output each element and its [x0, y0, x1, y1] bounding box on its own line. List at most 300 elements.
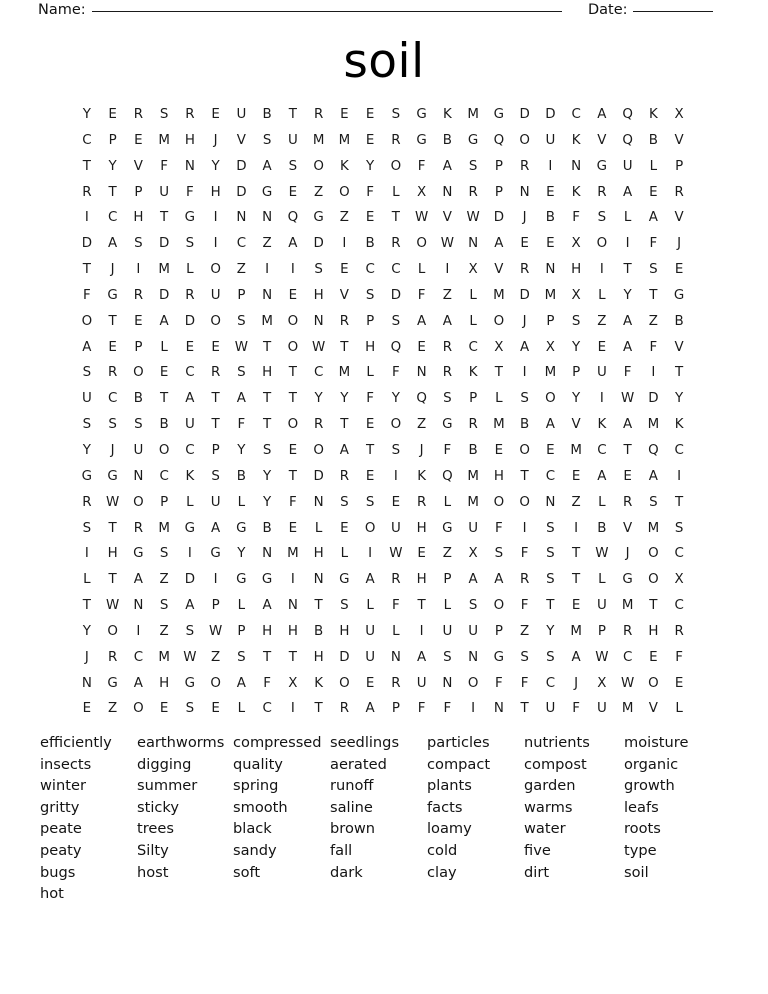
grid-letter[interactable]: Z: [597, 313, 607, 329]
grid-letter[interactable]: N: [81, 675, 92, 691]
grid-letter[interactable]: T: [494, 365, 503, 381]
grid-letter[interactable]: P: [108, 132, 117, 148]
grid-letter[interactable]: Q: [648, 442, 659, 458]
grid-letter[interactable]: S: [365, 494, 375, 510]
grid-letter[interactable]: A: [262, 598, 272, 614]
grid-letter[interactable]: T: [288, 649, 297, 665]
grid-letter[interactable]: V: [623, 520, 633, 536]
word-list-item[interactable]: five: [524, 841, 551, 859]
grid-letter[interactable]: V: [236, 132, 246, 148]
grid-letter[interactable]: U: [210, 494, 221, 510]
date-write-line[interactable]: [633, 11, 713, 12]
grid-letter[interactable]: O: [416, 236, 427, 252]
grid-letter[interactable]: S: [443, 391, 452, 407]
grid-letter[interactable]: Q: [287, 210, 299, 226]
grid-letter[interactable]: O: [107, 623, 118, 639]
grid-letter[interactable]: R: [519, 262, 530, 278]
grid-letter[interactable]: I: [213, 572, 218, 588]
grid-letter[interactable]: S: [237, 365, 246, 381]
grid-letter[interactable]: T: [417, 598, 426, 614]
grid-letter[interactable]: N: [313, 572, 324, 588]
grid-letter[interactable]: C: [545, 468, 556, 484]
grid-letter[interactable]: J: [574, 675, 579, 691]
grid-letter[interactable]: F: [417, 701, 426, 717]
grid-letter[interactable]: G: [184, 210, 196, 226]
grid-letter[interactable]: U: [365, 649, 376, 665]
grid-letter[interactable]: F: [623, 365, 632, 381]
grid-letter[interactable]: R: [622, 494, 633, 510]
word-list-item[interactable]: organic: [624, 755, 679, 773]
grid-letter[interactable]: Z: [520, 623, 530, 639]
word-list-item[interactable]: roots: [624, 820, 661, 838]
word-list-item[interactable]: dirt: [524, 863, 550, 881]
grid-letter[interactable]: V: [674, 210, 684, 226]
grid-letter[interactable]: A: [442, 313, 452, 329]
grid-letter[interactable]: E: [494, 442, 504, 458]
grid-letter[interactable]: O: [313, 158, 324, 174]
grid-letter[interactable]: B: [674, 313, 684, 329]
grid-letter[interactable]: E: [649, 184, 658, 200]
grid-letter[interactable]: R: [313, 107, 324, 122]
grid-letter[interactable]: E: [649, 649, 658, 665]
grid-letter[interactable]: D: [339, 649, 350, 665]
grid-letter[interactable]: T: [108, 520, 117, 536]
word-list-item[interactable]: smooth: [233, 798, 288, 816]
grid-letter[interactable]: R: [442, 339, 453, 355]
grid-letter[interactable]: F: [520, 675, 529, 691]
grid-letter[interactable]: O: [133, 701, 144, 717]
grid-letter[interactable]: L: [469, 313, 477, 329]
grid-letter[interactable]: I: [522, 520, 527, 536]
grid-letter[interactable]: H: [571, 262, 582, 278]
grid-letter[interactable]: C: [313, 365, 324, 381]
grid-letter[interactable]: E: [365, 210, 375, 226]
grid-letter[interactable]: T: [211, 391, 220, 407]
grid-letter[interactable]: T: [82, 598, 91, 614]
grid-letter[interactable]: E: [288, 287, 298, 303]
word-list-item[interactable]: compost: [524, 755, 587, 773]
grid-letter[interactable]: E: [185, 339, 195, 355]
grid-letter[interactable]: S: [340, 598, 349, 614]
grid-letter[interactable]: P: [494, 184, 503, 200]
grid-letter[interactable]: E: [597, 339, 607, 355]
grid-letter[interactable]: U: [210, 287, 221, 303]
grid-letter[interactable]: F: [289, 494, 297, 510]
grid-letter[interactable]: U: [596, 365, 607, 381]
grid-letter[interactable]: S: [185, 236, 195, 252]
grid-letter[interactable]: H: [210, 184, 221, 200]
grid-letter[interactable]: T: [108, 572, 117, 588]
grid-letter[interactable]: A: [236, 391, 246, 407]
grid-letter[interactable]: T: [160, 210, 169, 226]
grid-letter[interactable]: S: [159, 107, 169, 122]
grid-letter[interactable]: O: [467, 675, 479, 691]
grid-letter[interactable]: C: [236, 236, 247, 252]
grid-letter[interactable]: P: [134, 184, 143, 200]
grid-letter[interactable]: G: [261, 184, 273, 200]
grid-letter[interactable]: F: [495, 675, 503, 691]
grid-letter[interactable]: I: [548, 158, 553, 174]
grid-letter[interactable]: I: [290, 262, 295, 278]
grid-letter[interactable]: O: [519, 132, 530, 148]
grid-letter[interactable]: E: [571, 598, 581, 614]
grid-letter[interactable]: A: [185, 598, 195, 614]
word-list-item[interactable]: digging: [137, 755, 192, 773]
grid-letter[interactable]: R: [391, 236, 401, 252]
grid-letter[interactable]: X: [674, 572, 684, 588]
grid-letter[interactable]: P: [134, 339, 143, 355]
grid-letter[interactable]: B: [520, 417, 530, 433]
grid-letter[interactable]: I: [599, 391, 604, 407]
grid-letter[interactable]: C: [597, 442, 607, 458]
grid-letter[interactable]: D: [158, 287, 170, 303]
grid-letter[interactable]: I: [84, 210, 89, 226]
grid-letter[interactable]: S: [82, 417, 92, 433]
grid-letter[interactable]: L: [392, 184, 400, 200]
grid-letter[interactable]: O: [519, 442, 530, 458]
grid-letter[interactable]: M: [467, 468, 479, 484]
grid-letter[interactable]: I: [445, 262, 450, 278]
grid-letter[interactable]: G: [467, 132, 479, 148]
grid-letter[interactable]: Y: [237, 442, 246, 458]
grid-letter[interactable]: B: [133, 391, 143, 407]
grid-letter[interactable]: N: [313, 313, 324, 329]
grid-letter[interactable]: V: [494, 262, 504, 278]
grid-letter[interactable]: Y: [675, 391, 684, 407]
grid-letter[interactable]: O: [81, 313, 93, 329]
grid-letter[interactable]: E: [134, 132, 143, 148]
word-list-item[interactable]: leafs: [624, 798, 659, 816]
grid-letter[interactable]: D: [184, 572, 196, 588]
grid-letter[interactable]: D: [648, 391, 659, 407]
grid-letter[interactable]: E: [571, 468, 581, 484]
grid-letter[interactable]: R: [185, 287, 195, 303]
grid-letter[interactable]: T: [340, 339, 349, 355]
grid-letter[interactable]: C: [133, 649, 144, 665]
grid-letter[interactable]: U: [365, 623, 376, 639]
grid-letter[interactable]: K: [571, 132, 581, 148]
grid-letter[interactable]: T: [675, 365, 684, 381]
grid-letter[interactable]: S: [134, 236, 143, 252]
word-list-item[interactable]: Silty: [137, 841, 169, 859]
word-list-item[interactable]: spring: [233, 777, 279, 795]
grid-letter[interactable]: N: [571, 158, 582, 174]
grid-letter[interactable]: S: [288, 158, 298, 174]
grid-letter[interactable]: L: [314, 520, 323, 536]
grid-letter[interactable]: H: [313, 649, 324, 665]
grid-letter[interactable]: I: [213, 236, 218, 252]
grid-letter[interactable]: M: [647, 520, 660, 536]
grid-letter[interactable]: R: [339, 468, 350, 484]
grid-letter[interactable]: V: [339, 287, 349, 303]
grid-letter[interactable]: F: [520, 546, 529, 562]
grid-letter[interactable]: A: [288, 236, 298, 252]
grid-letter[interactable]: I: [677, 468, 682, 484]
grid-letter[interactable]: W: [209, 623, 223, 639]
word-list-item[interactable]: compressed: [233, 734, 322, 751]
grid-letter[interactable]: T: [82, 262, 91, 278]
grid-letter[interactable]: Y: [108, 158, 117, 174]
grid-letter[interactable]: O: [648, 546, 659, 562]
grid-letter[interactable]: M: [261, 313, 273, 329]
grid-letter[interactable]: W: [106, 494, 120, 510]
grid-letter[interactable]: U: [545, 701, 556, 717]
name-write-line[interactable]: [92, 11, 562, 12]
grid-letter[interactable]: N: [519, 184, 530, 200]
grid-letter[interactable]: T: [288, 468, 297, 484]
grid-letter[interactable]: W: [466, 210, 480, 226]
grid-letter[interactable]: R: [339, 313, 350, 329]
grid-letter[interactable]: Y: [82, 623, 91, 639]
grid-letter[interactable]: Y: [314, 391, 323, 407]
grid-letter[interactable]: E: [365, 132, 375, 148]
grid-letter[interactable]: S: [571, 313, 581, 329]
grid-letter[interactable]: S: [391, 313, 401, 329]
grid-letter[interactable]: I: [574, 520, 579, 536]
grid-letter[interactable]: R: [107, 649, 118, 665]
grid-letter[interactable]: E: [134, 313, 143, 329]
grid-letter[interactable]: P: [443, 572, 452, 588]
grid-letter[interactable]: I: [136, 262, 141, 278]
grid-letter[interactable]: R: [468, 184, 478, 200]
word-list-item[interactable]: earthworms: [137, 734, 225, 751]
grid-letter[interactable]: Z: [648, 313, 658, 329]
grid-letter[interactable]: J: [110, 262, 115, 278]
grid-letter[interactable]: O: [648, 572, 659, 588]
grid-letter[interactable]: N: [133, 468, 144, 484]
grid-letter[interactable]: I: [84, 546, 89, 562]
grid-letter[interactable]: G: [184, 675, 196, 691]
grid-letter[interactable]: Y: [263, 494, 272, 510]
grid-letter[interactable]: P: [160, 494, 169, 510]
word-list-item[interactable]: compact: [427, 755, 491, 773]
grid-letter[interactable]: O: [287, 313, 299, 329]
grid-letter[interactable]: B: [314, 623, 324, 639]
grid-letter[interactable]: D: [236, 158, 247, 174]
grid-letter[interactable]: I: [213, 210, 218, 226]
word-list-item[interactable]: trees: [137, 820, 174, 838]
grid-letter[interactable]: R: [313, 417, 324, 433]
grid-letter[interactable]: V: [674, 339, 684, 355]
grid-letter[interactable]: U: [416, 675, 427, 691]
grid-letter[interactable]: L: [237, 701, 246, 717]
grid-letter[interactable]: A: [494, 572, 504, 588]
word-list-item[interactable]: loamy: [427, 820, 472, 838]
grid-letter[interactable]: F: [649, 236, 658, 252]
grid-letter[interactable]: R: [107, 365, 118, 381]
grid-letter[interactable]: D: [184, 313, 196, 329]
word-list-item[interactable]: cold: [427, 841, 458, 859]
word-list-item[interactable]: plants: [427, 777, 472, 795]
word-list-item[interactable]: host: [137, 863, 169, 881]
grid-letter[interactable]: S: [649, 262, 658, 278]
grid-letter[interactable]: X: [571, 287, 581, 303]
word-list-item[interactable]: sandy: [233, 841, 277, 859]
grid-letter[interactable]: G: [339, 572, 350, 588]
grid-letter[interactable]: F: [417, 158, 426, 174]
grid-letter[interactable]: O: [519, 494, 530, 510]
grid-letter[interactable]: S: [597, 210, 607, 226]
grid-letter[interactable]: I: [625, 236, 630, 252]
grid-letter[interactable]: A: [82, 339, 92, 355]
grid-letter[interactable]: H: [416, 520, 427, 536]
grid-letter[interactable]: F: [443, 442, 452, 458]
word-list-item[interactable]: hot: [40, 885, 64, 903]
grid-letter[interactable]: A: [133, 675, 143, 691]
word-list-item[interactable]: black: [233, 820, 272, 838]
grid-letter[interactable]: X: [288, 675, 298, 691]
grid-letter[interactable]: W: [621, 675, 635, 691]
grid-letter[interactable]: E: [365, 468, 375, 484]
grid-letter[interactable]: H: [133, 210, 144, 226]
grid-letter[interactable]: G: [210, 546, 221, 562]
grid-letter[interactable]: E: [365, 107, 375, 122]
grid-letter[interactable]: D: [81, 236, 93, 252]
grid-letter[interactable]: N: [468, 649, 479, 665]
grid-letter[interactable]: R: [597, 184, 607, 200]
grid-letter[interactable]: O: [210, 262, 221, 278]
grid-letter[interactable]: I: [265, 262, 270, 278]
grid-letter[interactable]: A: [571, 649, 581, 665]
grid-letter[interactable]: I: [651, 365, 656, 381]
grid-letter[interactable]: I: [342, 236, 347, 252]
grid-letter[interactable]: M: [312, 132, 325, 148]
grid-letter[interactable]: W: [415, 210, 429, 226]
grid-letter[interactable]: T: [211, 417, 220, 433]
grid-letter[interactable]: J: [84, 649, 89, 665]
grid-letter[interactable]: T: [288, 391, 297, 407]
grid-letter[interactable]: N: [442, 675, 453, 691]
grid-letter[interactable]: V: [648, 701, 658, 717]
grid-letter[interactable]: E: [674, 262, 684, 278]
grid-letter[interactable]: F: [83, 287, 91, 303]
grid-letter[interactable]: T: [391, 210, 400, 226]
word-list-item[interactable]: dark: [330, 863, 363, 881]
grid-letter[interactable]: S: [159, 546, 169, 562]
grid-letter[interactable]: D: [545, 107, 556, 122]
grid-letter[interactable]: C: [262, 701, 272, 717]
grid-letter[interactable]: P: [211, 442, 220, 458]
grid-letter[interactable]: E: [211, 339, 220, 355]
grid-letter[interactable]: R: [442, 365, 453, 381]
grid-letter[interactable]: X: [417, 184, 427, 200]
grid-letter[interactable]: O: [313, 442, 324, 458]
grid-letter[interactable]: S: [546, 649, 555, 665]
word-list-item[interactable]: efficiently: [40, 734, 112, 751]
grid-letter[interactable]: A: [623, 313, 633, 329]
grid-letter[interactable]: F: [417, 287, 426, 303]
grid-letter[interactable]: S: [391, 442, 401, 458]
grid-letter[interactable]: H: [365, 339, 376, 355]
grid-letter[interactable]: A: [339, 442, 349, 458]
word-list-item[interactable]: aerated: [330, 755, 387, 773]
word-list-item[interactable]: water: [524, 820, 566, 838]
grid-letter[interactable]: B: [648, 132, 658, 148]
grid-letter[interactable]: G: [622, 572, 633, 588]
grid-letter[interactable]: M: [647, 417, 660, 433]
grid-letter[interactable]: F: [572, 210, 580, 226]
grid-letter[interactable]: A: [365, 572, 375, 588]
grid-letter[interactable]: X: [494, 339, 504, 355]
grid-letter[interactable]: T: [263, 417, 272, 433]
grid-letter[interactable]: I: [599, 262, 604, 278]
grid-letter[interactable]: K: [185, 468, 195, 484]
grid-letter[interactable]: H: [287, 623, 298, 639]
grid-letter[interactable]: Y: [340, 391, 349, 407]
grid-letter[interactable]: O: [210, 313, 221, 329]
grid-letter[interactable]: R: [133, 287, 144, 303]
grid-letter[interactable]: N: [545, 262, 556, 278]
grid-letter[interactable]: M: [467, 107, 479, 122]
grid-letter[interactable]: G: [493, 649, 505, 665]
grid-letter[interactable]: L: [160, 339, 168, 355]
grid-letter[interactable]: H: [416, 572, 427, 588]
grid-letter[interactable]: E: [82, 701, 92, 717]
grid-letter[interactable]: D: [313, 236, 324, 252]
grid-letter[interactable]: E: [340, 520, 349, 536]
grid-letter[interactable]: R: [416, 494, 427, 510]
word-list-item[interactable]: growth: [624, 777, 675, 795]
grid-letter[interactable]: T: [340, 417, 349, 433]
grid-letter[interactable]: O: [545, 391, 556, 407]
grid-letter[interactable]: T: [520, 468, 529, 484]
grid-letter[interactable]: I: [393, 468, 398, 484]
grid-letter[interactable]: N: [133, 598, 144, 614]
grid-letter[interactable]: U: [596, 598, 607, 614]
grid-letter[interactable]: M: [493, 417, 505, 433]
grid-letter[interactable]: Z: [442, 287, 452, 303]
grid-letter[interactable]: O: [390, 158, 402, 174]
grid-letter[interactable]: R: [210, 365, 221, 381]
grid-letter[interactable]: A: [494, 236, 504, 252]
grid-letter[interactable]: U: [236, 107, 247, 122]
grid-letter[interactable]: R: [519, 158, 530, 174]
grid-letter[interactable]: A: [236, 675, 246, 691]
grid-letter[interactable]: R: [82, 184, 92, 200]
grid-letter[interactable]: A: [597, 107, 607, 122]
grid-letter[interactable]: L: [495, 391, 503, 407]
word-list-item[interactable]: summer: [137, 777, 198, 795]
grid-letter[interactable]: V: [674, 132, 684, 148]
grid-letter[interactable]: U: [596, 701, 607, 717]
grid-letter[interactable]: E: [159, 365, 169, 381]
word-list-item[interactable]: fall: [330, 841, 353, 859]
grid-letter[interactable]: H: [262, 623, 273, 639]
grid-letter[interactable]: G: [442, 417, 453, 433]
grid-letter[interactable]: I: [290, 572, 295, 588]
grid-letter[interactable]: Z: [417, 417, 427, 433]
grid-letter[interactable]: T: [314, 598, 323, 614]
grid-letter[interactable]: A: [185, 391, 195, 407]
grid-letter[interactable]: Z: [314, 184, 324, 200]
grid-letter[interactable]: M: [338, 132, 351, 148]
grid-letter[interactable]: M: [158, 262, 170, 278]
grid-letter[interactable]: E: [108, 107, 117, 122]
grid-letter[interactable]: K: [417, 468, 427, 484]
grid-letter[interactable]: G: [236, 572, 247, 588]
grid-letter[interactable]: M: [621, 701, 634, 717]
grid-letter[interactable]: E: [623, 468, 632, 484]
grid-letter[interactable]: P: [237, 287, 246, 303]
grid-letter[interactable]: S: [443, 649, 452, 665]
grid-letter[interactable]: S: [262, 132, 272, 148]
grid-letter[interactable]: O: [158, 442, 170, 458]
grid-letter[interactable]: S: [649, 494, 658, 510]
word-list-item[interactable]: soil: [624, 863, 649, 881]
grid-letter[interactable]: P: [494, 158, 503, 174]
grid-letter[interactable]: N: [416, 365, 427, 381]
grid-letter[interactable]: C: [391, 262, 401, 278]
